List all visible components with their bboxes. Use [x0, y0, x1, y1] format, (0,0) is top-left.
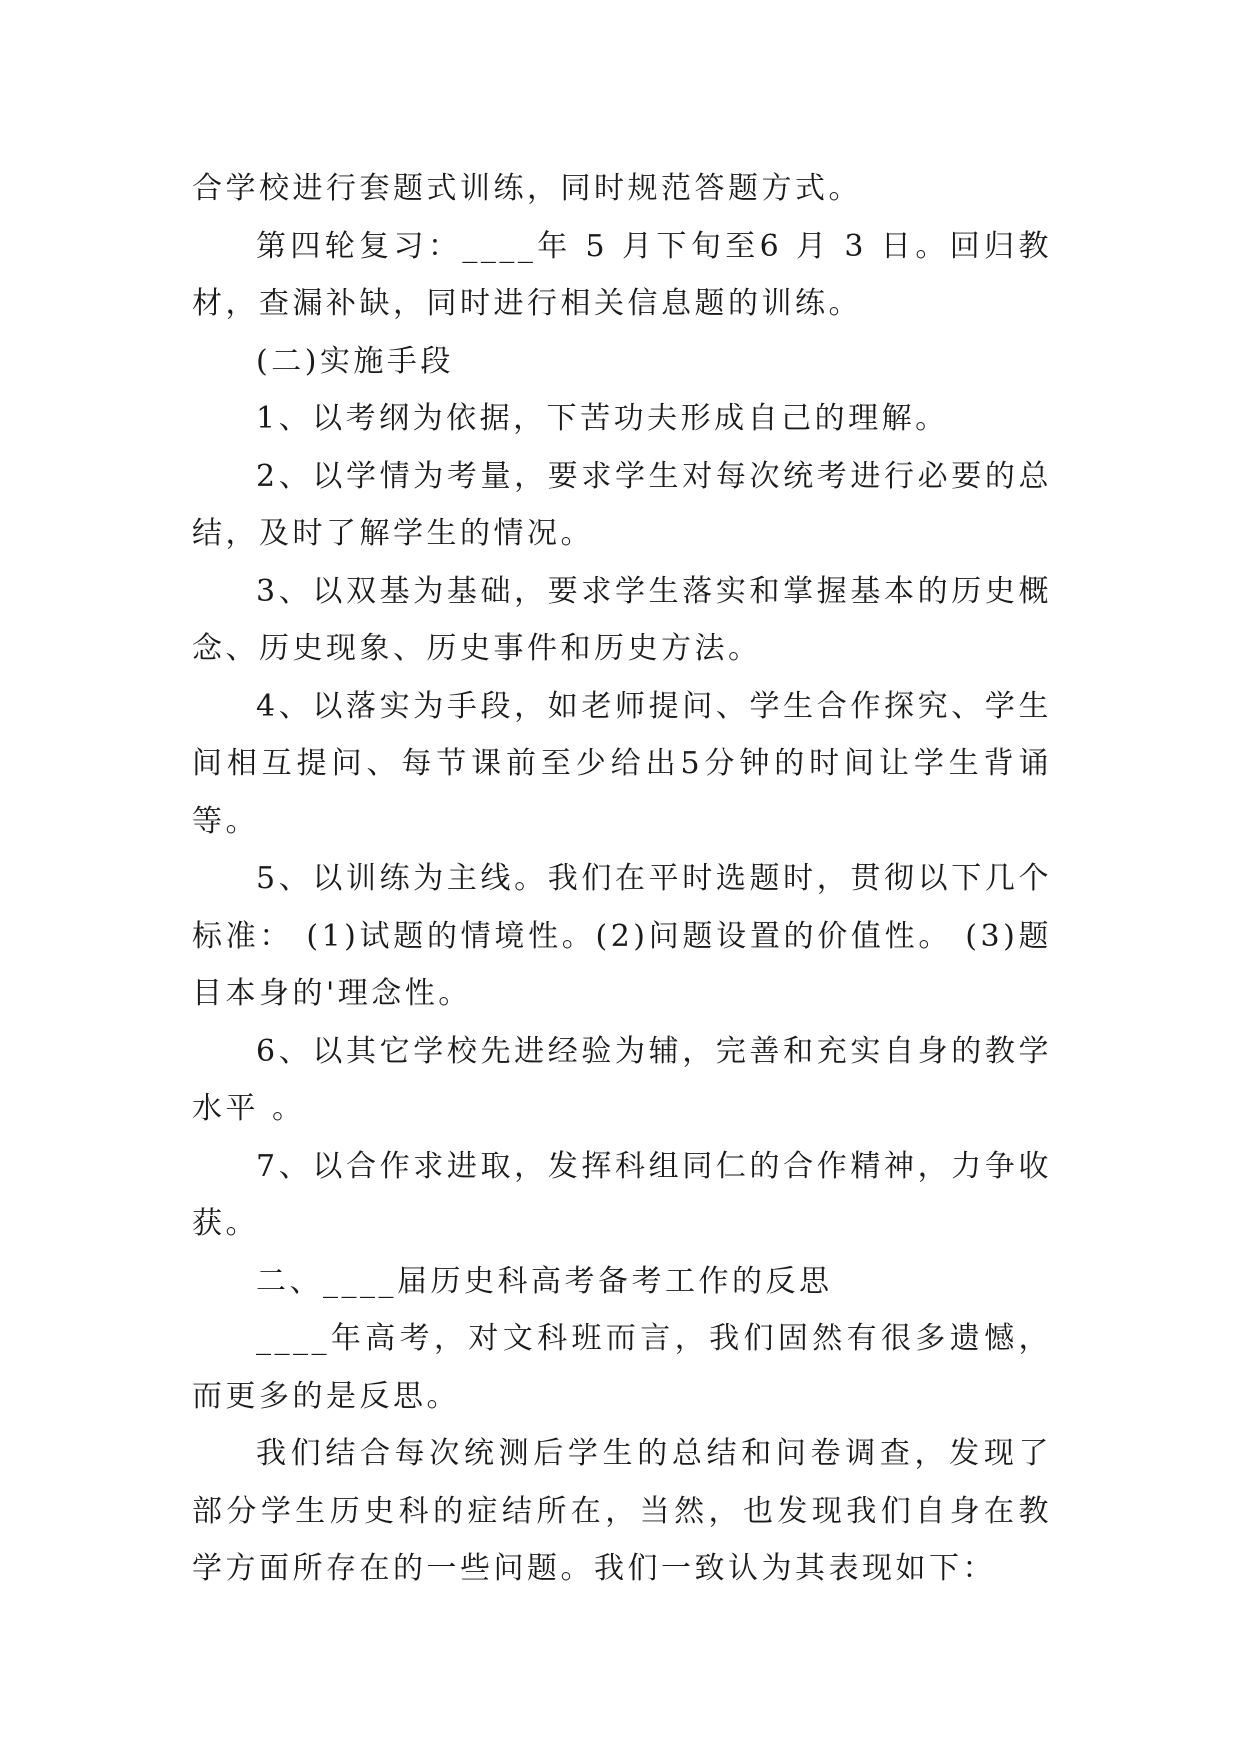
list-item-4: 4、以落实为手段，如老师提问、学生合作探究、学生间相互提问、每节课前至少给出5分钟的时间让学生背诵等。	[192, 688, 1052, 839]
paragraph-survey-findings: 我们结合每次统测后学生的总结和问卷调查，发现了部分学生历史科的症结所在，当然，也发现我们自身在教学方面所存在的一些问题。我们一致认为其表现如下：	[192, 1436, 1052, 1586]
paragraph-continuation: 合学校进行套题式训练，同时规范答题方式。	[192, 171, 862, 206]
paragraph-fourth-review: 第四轮复习：____年 5 月下旬至6 月 3 日。回归教材，查漏补缺，同时进行相关信息题的训练。	[192, 228, 1052, 321]
paragraph-exam-reflection: ____年高考，对文科班而言，我们固然有很多遗憾，而更多的是反思。	[192, 1321, 1052, 1414]
section-heading-reflection: 二、____届历史科高考备考工作的反思	[256, 1263, 833, 1299]
document-body	[192, 160, 1052, 1598]
list-item-2: 2、以学情为考量，要求学生对每次统考进行必要的总结，及时了解学生的情况。	[192, 458, 1052, 551]
list-item-3: 3、以双基为基础，要求学生落实和掌握基本的历史概念、历史现象、历史事件和历史方法。	[192, 573, 1052, 666]
list-item-7: 7、以合作求进取，发挥科组同仁的合作精神，力争收获。	[192, 1148, 1052, 1241]
list-item-6: 6、以其它学校先进经验为辅，完善和充实自身的教学水平 。	[192, 1033, 1052, 1126]
section-heading-implementation: (二)实施手段	[256, 343, 454, 379]
list-item-5: 5、以训练为主线。我们在平时选题时，贯彻以下几个标准： (1)试题的情境性。(2)问题设置的价值性。 (3)题目本身的'理念性。	[192, 861, 1052, 1011]
list-item-1: 1、以考纲为依据，下苦功夫形成自己的理解。	[256, 401, 949, 436]
